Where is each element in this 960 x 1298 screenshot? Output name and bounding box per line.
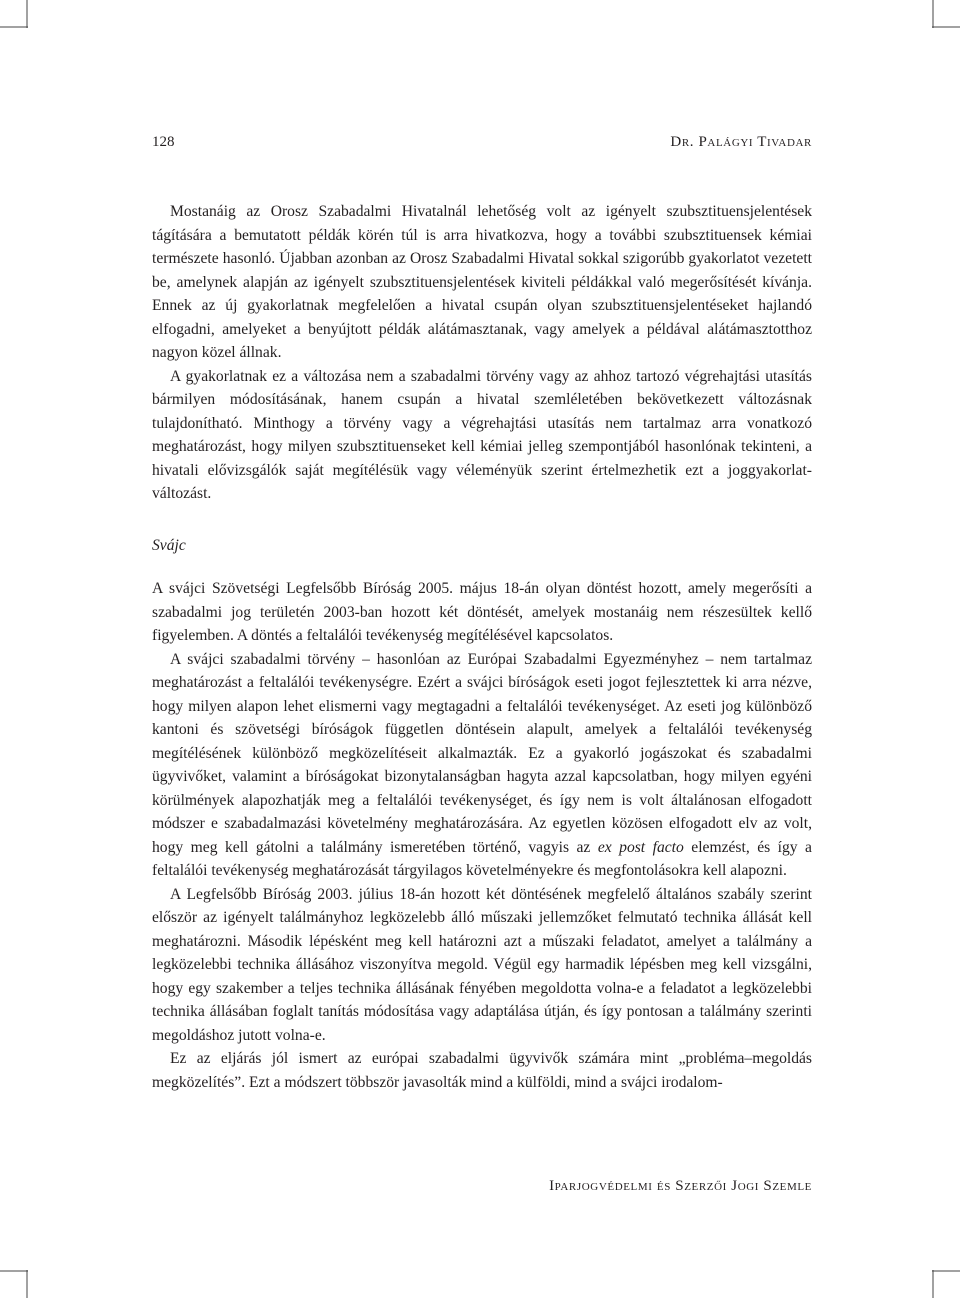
section-svajc-text [152,577,812,1094]
paragraph: Ez az eljárás jól ismert az európai szabadalmi ügyvivők számára mint „probléma–megoldás megközelítés”. Ezt a módszert többször javasolták mind a külföldi, mind a svájci irodalom- [152,1050,812,1091]
crop-mark-top-right [932,0,960,28]
paragraph-text-tail: elemzést, és így a feltalálói tevékenység meghatározását tárgyilagos követelményekre és megfontolásokra kell alapozni. [152,838,812,879]
crop-mark-bottom-right [932,1270,960,1298]
page-number: 128 [152,134,175,150]
running-head [152,131,812,153]
crop-mark-bottom-left [0,1270,28,1298]
journal-title: Iparjogvédelmi és Szerzői Jogi Szemle [549,1178,812,1194]
paragraph: A svájci Szövetségi Legfelsőbb Bíróság 2005. május 18-án olyan döntést hozott, amely megerősíti a szabadalmi jog területén 2003-ban hozott két döntését, amelyek mostanáig nem részesültek kellő figyelemben. A döntés a feltalálói tevékenység megítélésével kapcsolatos. [152,580,812,644]
paragraph-text: A svájci szabadalmi törvény – hasonlóan az Európai Szabadalmi Egyezményhez – nem tartalmaz meghatározást a feltalálói tevékenységre. Ezért a svájci bíróságok eseti jogot fejlesztettek ki arra nézve, hogy milyen alapon lehet elismerni vagy megtagadni a feltalálói tevékenységet. Az eseti jog különböző kantoni és szövetségi bíróságok független döntésein alapult, amelyek a feltalálói tevékenység megítélésének különböző megközelítéseit alkalmazták. Ez a gyakorló jogászokat és szabadalmi ügyvivőket, valamint a bíróságokat bizonytalanságban hagyta azzal kapcsolatban, hogy milyen egyéni körülmények alapozhatják meg a feltalálói tevékenységet, és így nem is volt általánosan elfogadott módszer e szabadalmazási követelmény meghatározására. Az egyetlen közösen elfogadott elv az volt, hogy meg kell gátolni a találmány ismeretében történő, vagyis az [152,650,812,856]
section-russia-text [152,200,812,506]
italic-phrase: ex post facto [597,838,684,856]
paragraph [152,648,812,883]
paragraph: A Legfelsőbb Bíróság 2003. július 18-án hozott két döntésének megfelelő általános szabály szerint először az igényelt találmányhoz legközelebb álló műszaki jellemzőket felmutató technika állását kell meghatározni. Második lépésként meg kell határozni azt a műszaki feladatot, amelyet a találmány a legközelebbi technika állásához viszonyítva megold. Végül egy harmadik lépésben meg kell vizsgálni, hogy egy szakember a teljes technika állásának fényében megoldotta volna-e a feladatot a legközelebbi technika állásában foglalt tanítás módosítása vagy adaptálása útján, és így pontosan a találmány szerinti megoldáshoz jutott volna-e. [152,885,812,1044]
author-name: Dr. Palágyi Tivadar [670,134,812,150]
crop-mark-top-left [0,0,28,28]
paragraph: Mostanáig az Orosz Szabadalmi Hivatalnál lehetőség volt az igényelt szubsztituensjelentések tágítására a bemutatott példák körén túl is arra hivatkozva, hogy a további szubsztituensek kémiai természete hasonló. Újabban azonban az Orosz Szabadalmi Hivatal sokkal szigorúbb gyakorlatot vezetett be, amelynek alapján az igényelt szubsztituensjelentések kiviteli példákkal való megerősítését kívánja. Ennek az új gyakorlatnak megfelelően a hivatal csupán olyan szubsztituensjelentéseket hajlandó elfogadni, amelyeket a benyújtott példák alátámasztanak, vagy amelyek a példával alátámasztotthoz nagyon közel állnak. [152,203,812,361]
section-heading-svajc: Svájc [152,537,186,554]
paragraph: A gyakorlatnak ez a változása nem a szabadalmi törvény vagy az ahhoz tartozó végrehajtási utasítás bármilyen módosításának, hanem csupán a hivatal szemléletében bekövetkezett változásnak tulajdonítható. Minthogy a törvény vagy a végrehajtási utasítás nem tartalmaz arra vonatkozó meghatározást, hogy milyen szubsztituenseket kell kémiai jelleg szempontjából hasonlónak tekinteni, a hivatali elővizsgálók saját megítélésük vagy véleményük szerint értelmezhetik ezt a joggyakorlat-változást. [152,367,812,502]
